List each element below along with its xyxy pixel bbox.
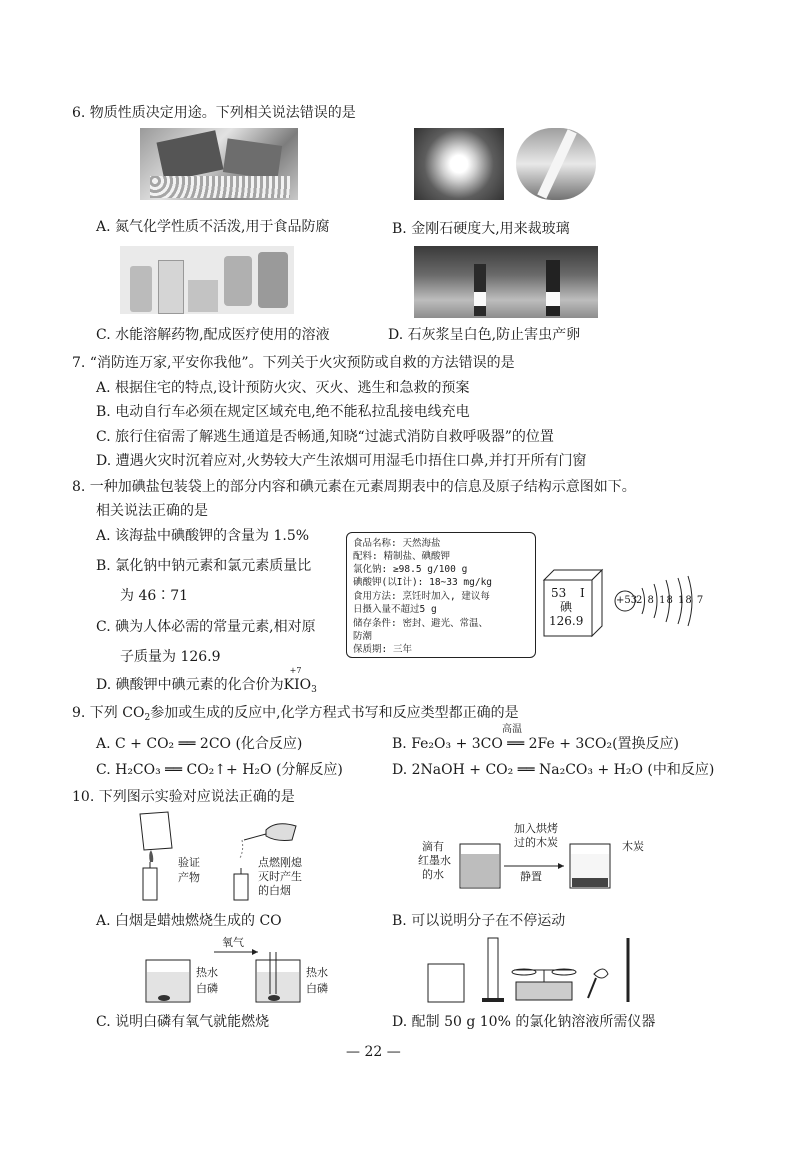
figc-label-oxygen: 氧气 [222,936,244,949]
figc-label-phosphorus-1: 白磷 [196,982,218,995]
phosphorus-experiment-diagram [140,948,310,1006]
figc-label-hot-water-2: 热水 [306,966,328,979]
figb-label-add: 加入烘烤 [514,822,558,835]
medical-solutions-photo [120,246,294,314]
q8-option-b-line1: B. 氯化钠中钠元素和氯元素质量比 [96,558,312,574]
q8-option-d [96,666,317,699]
figa-label-extinguish: 灭时产生 [258,870,302,883]
q8-option-b-line2: 为 46∶71 [120,588,189,604]
q7-option-a: A. 根据住宅的特点,设计预防火灾、灭火、逃生和急救的预案 [96,380,470,396]
label-line: 氯化钠: ≥98.5 g/100 g [353,564,468,575]
atomic-mass: 126.9 [549,614,584,628]
label-line: 防潮 [353,631,373,642]
electron-shells: 2 8 18 18 7 [636,595,705,606]
q9-stem-subscript: 2 [144,713,151,723]
label-line: 保质期: 三年 [353,644,412,655]
figc-label-phosphorus-2: 白磷 [306,982,328,995]
figb-label-water: 的水 [422,868,444,881]
q8-option-c-line1: C. 碘为人体必需的常量元素,相对原 [96,619,316,635]
q8-stem-line2: 相关说法正确的是 [96,503,208,519]
atomic-number: 53 [551,586,567,600]
page-number: — 22 — [346,1044,401,1060]
q8-option-a: A. 该海盐中碘酸钾的含量为 1.5% [96,528,310,544]
q7-option-b: B. 电动自行车必须在规定区域充电,绝不能私拉乱接电线充电 [96,404,470,420]
q9-option-d: D. 2NaOH + CO₂ ══ Na₂CO₃ + H₂O (中和反应) [392,762,715,778]
element-name: 碘 [560,600,573,614]
nucleus-charge: +53 [616,595,638,606]
q6-option-a: A. 氮气化学性质不活泼,用于食品防腐 [96,219,330,235]
figb-label-charcoal: 木炭 [622,840,644,853]
valence-mark: +7 [289,666,302,675]
formula-kio: KIO [283,677,312,693]
figb-label-baked: 过的木炭 [514,836,558,849]
q6-option-b: B. 金刚石硬度大,用来裁玻璃 [392,221,570,237]
q7-option-d: D. 遭遇火灾时沉着应对,火势较大产生浓烟可用湿毛巾捂住口鼻,并打开所有门窗 [96,453,587,469]
label-line: 日摄入量不超过5 g [353,604,437,615]
whitewashed-trees-photo [414,246,598,318]
label-line: 配料: 精制盐、碘酸钾 [353,551,450,562]
q8-stem-line1: 8. 一种加碘盐包装袋上的部分内容和碘元素在元素周期表中的信息及原子结构示意图如下。 [72,479,636,495]
label-line: 食品名称: 天然海盐 [353,538,441,549]
q9-stem [72,704,519,727]
q10-stem: 10. 下列图示实验对应说法正确的是 [72,789,295,805]
q9-option-c: C. H₂CO₃ ══ CO₂↑+ H₂O (分解反应) [96,762,343,778]
reaction-condition: 高温 [502,724,522,735]
diamond-photo [414,128,504,200]
label-line: 食用方法: 烹饪时加入, 建议每 [353,591,490,602]
q6-option-c: C. 水能溶解药物,配成医疗使用的溶液 [96,327,330,343]
q10-option-b: B. 可以说明分子在不停运动 [392,913,566,929]
q10-option-d: D. 配制 50 g 10% 的氯化钠溶液所需仪器 [392,1014,656,1030]
q8-option-d-text: D. 碘酸钾中碘元素的化合价为 [96,677,284,693]
figb-label-stand: 静置 [520,870,542,883]
salt-package-label [346,532,536,658]
q7-option-c: C. 旅行住宿需了解逃生通道是否畅通,知晓“过滤式消防自救呼吸器”的位置 [96,429,554,445]
figc-label-hot-water-1: 热水 [196,966,218,979]
q9-option-b: B. Fe₂O₃ + 3CO ══ 2Fe + 3CO₂(置换反应) [392,736,680,752]
q10-option-c: C. 说明白磷有氧气就能燃烧 [96,1014,270,1030]
figa-label-ignite: 点燃刚熄 [258,856,302,869]
label-line: 碘酸钾(以I计): 18~33 mg/kg [353,577,493,588]
figa-label-smoke: 的白烟 [258,884,291,897]
q9-option-a: A. C + CO₂ ══ 2CO (化合反应) [96,736,303,752]
q9-stem-suffix: 参加或生成的反应中,化学方程式书写和反应类型都正确的是 [150,705,519,721]
figa-label-product: 产物 [178,871,200,884]
figb-label-ink: 红墨水 [418,854,451,867]
q10-option-a: A. 白烟是蜡烛燃烧生成的 CO [96,913,282,929]
figb-label-drop: 滴有 [422,840,444,853]
glass-cutting-photo [516,128,596,200]
formula-subscript: 3 [311,685,317,695]
food-package-photo [140,128,298,200]
q6-option-d: D. 石灰浆呈白色,防止害虫产卵 [388,327,581,343]
label-line: 储存条件: 密封、避光、常温、 [353,618,488,629]
solution-instruments-diagram [424,934,644,1006]
q7-stem: 7. “消防连万家,平安你我他”。下列关于火灾预防或自救的方法错误的是 [72,355,515,371]
q6-stem: 6. 物质性质决定用途。下列相关说法错误的是 [72,105,356,121]
q8-option-c-line2: 子质量为 126.9 [120,649,221,665]
q9-stem-prefix: 9. 下列 CO [72,705,145,721]
figa-label-verify: 验证 [178,856,200,869]
element-symbol: I [580,586,585,600]
